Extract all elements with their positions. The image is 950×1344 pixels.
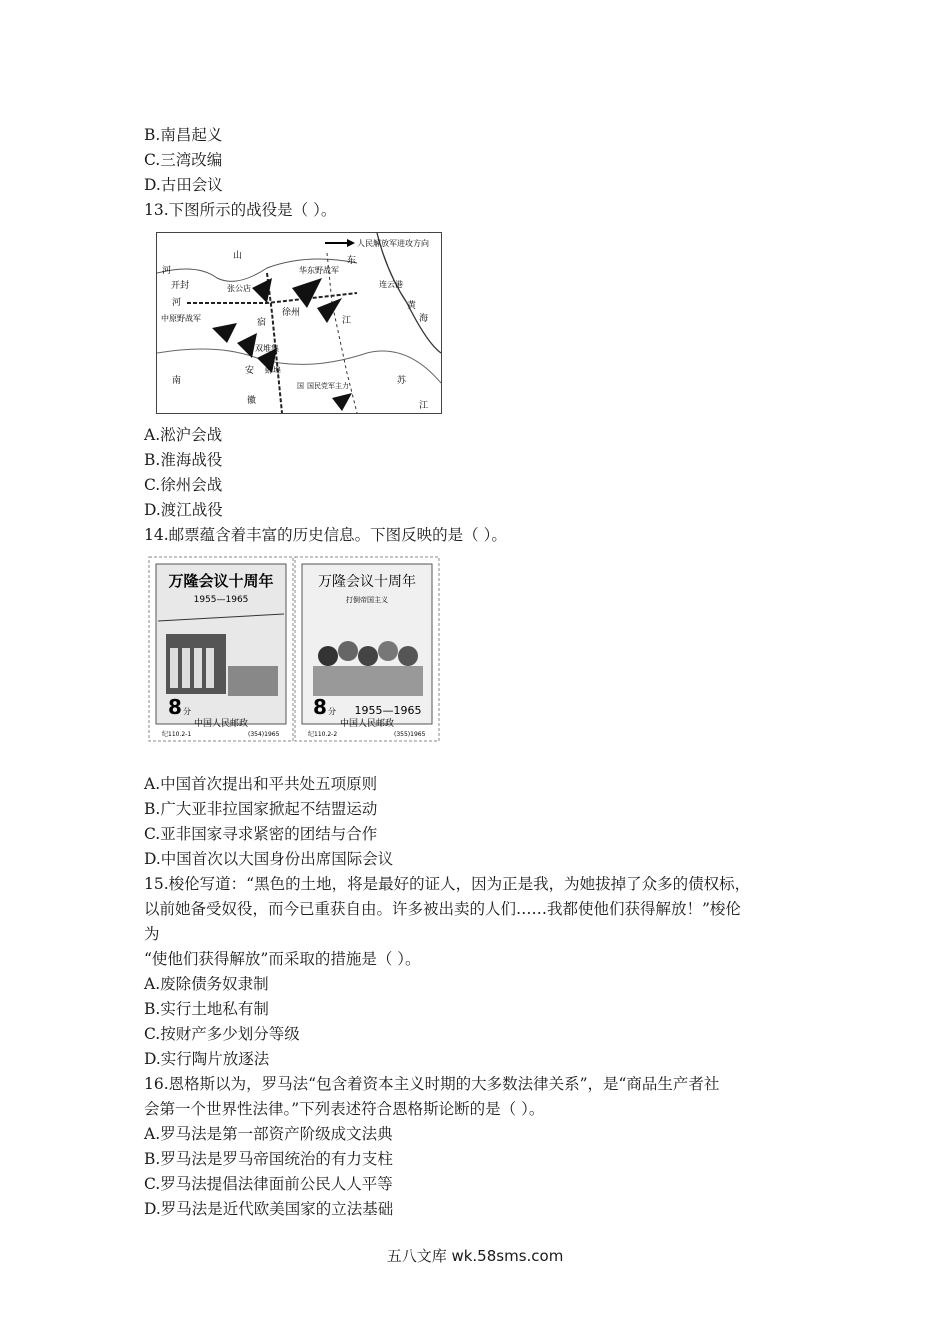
q15-stem-line: 15.梭伦写道：“黑色的土地，将是最好的证人，因为正是我，为她拔掉了众多的债权标， — [144, 875, 751, 893]
map-label: 南 — [172, 376, 182, 386]
map-label: 张公店 — [227, 284, 251, 293]
stamp1-country: 中国人民邮政 — [193, 719, 249, 729]
map-label: 山 — [233, 251, 243, 261]
stamp2-year-code: (355)1965 — [394, 731, 426, 738]
q15-stem-line: 为 — [144, 925, 160, 943]
q15-option-a: A.废除债务奴隶制 — [144, 975, 269, 993]
map-label: 黄 — [407, 301, 417, 311]
q16-option-d: D.罗马法是近代欧美国家的立法基础 — [144, 1200, 394, 1218]
map-label: 蚌埠 — [265, 366, 281, 375]
q16-option-c: C.罗马法提倡法律面前公民人人平等 — [144, 1175, 393, 1193]
stamp2-title: 万隆会议十周年 — [318, 574, 416, 590]
map-label: 宿 — [257, 318, 267, 328]
q15-stem-line: “使他们获得解放”而采取的措施是（ ）。 — [144, 950, 421, 968]
stamp2-country: 中国人民邮政 — [339, 719, 395, 729]
stamp1-title: 万隆会议十周年 — [168, 572, 274, 590]
q16-option-b: B.罗马法是罗马帝国统治的有力支柱 — [144, 1150, 393, 1168]
q15-option-c: C.按财产多少划分等级 — [144, 1025, 300, 1043]
q14-option-d: D.中国首次以大国身份出席国际会议 — [144, 850, 394, 868]
stamps-image — [148, 556, 440, 742]
stamp2-banner: 打倒帝国主义 — [346, 596, 388, 604]
map-label: 河 — [162, 266, 172, 276]
stamp1-fen: 分 — [183, 707, 191, 716]
stamp1-value: 8 — [168, 695, 182, 719]
map-label: 国民党军主力 — [307, 382, 349, 390]
map-label: 连云港 — [379, 280, 403, 289]
stamp1-code: 纪110.2-1 — [162, 731, 192, 738]
q15-option-d: D.实行陶片放逐法 — [144, 1050, 270, 1068]
map-label: 河 — [172, 298, 182, 308]
map-label: 东 — [347, 256, 357, 266]
stamp1-years: 1955—1965 — [193, 595, 249, 605]
q13-option-d: D.渡江战役 — [144, 501, 223, 519]
q12-option-c: C.三湾改编 — [144, 151, 223, 169]
q14-stem: 14.邮票蕴含着丰富的历史信息。下图反映的是（ ）。 — [144, 526, 507, 544]
q16-option-a: A.罗马法是第一部资产阶级成文法典 — [144, 1125, 393, 1143]
q12-option-d: D.古田会议 — [144, 176, 223, 194]
q12-option-b: B.南昌起义 — [144, 126, 223, 144]
stamp2-years: 1955—1965 — [354, 704, 422, 717]
map-label: 苏 — [397, 376, 407, 386]
stamp1-year-code: (354)1965 — [248, 731, 280, 738]
map-label: 江 — [419, 401, 429, 411]
q13-option-a: A.淞沪会战 — [144, 426, 223, 444]
map-label: 徽 — [247, 396, 257, 406]
map-label: 中原野战军 — [161, 314, 201, 323]
stamp2-fen: 分 — [328, 707, 336, 716]
page-footer: 五八文库 wk.58sms.com — [386, 1247, 564, 1265]
q14-option-b: B.广大亚非拉国家掀起不结盟运动 — [144, 800, 378, 818]
map-label: 华东野战军 — [299, 266, 339, 275]
map-label: 徐州 — [282, 308, 301, 318]
q14-option-a: A.中国首次提出和平共处五项原则 — [144, 775, 378, 793]
q16-stem-line: 16.恩格斯以为，罗马法“包含着资本主义时期的大多数法律关系”，是“商品生产者社 — [144, 1075, 720, 1093]
stamp2-code: 纪110.2-2 — [308, 731, 338, 738]
stamp2-value: 8 — [313, 695, 327, 719]
map-label: 江 — [342, 316, 352, 326]
map-label: 安 — [245, 366, 255, 376]
map-label: 开封 — [171, 281, 190, 291]
q13-stem: 13.下图所示的战役是（ ）。 — [144, 201, 337, 219]
map-label: 国 — [297, 382, 304, 390]
map-label: 海 — [419, 314, 429, 324]
map-label: 双堆集 — [255, 344, 279, 353]
battle-map — [156, 232, 442, 414]
q15-stem-line: 以前她备受奴役，而今已重获自由。许多被出卖的人们……我都使他们获得解放！”梭伦 — [144, 900, 741, 918]
q16-stem-line: 会第一个世界性法律。”下列表述符合恩格斯论断的是（ ）。 — [144, 1100, 545, 1118]
q13-option-b: B.淮海战役 — [144, 451, 223, 469]
q14-option-c: C.亚非国家寻求紧密的团结与合作 — [144, 825, 378, 843]
q13-option-c: C.徐州会战 — [144, 476, 223, 494]
q15-option-b: B.实行土地私有制 — [144, 1000, 269, 1018]
map-legend: 人民解放军进攻方向 — [357, 239, 429, 248]
